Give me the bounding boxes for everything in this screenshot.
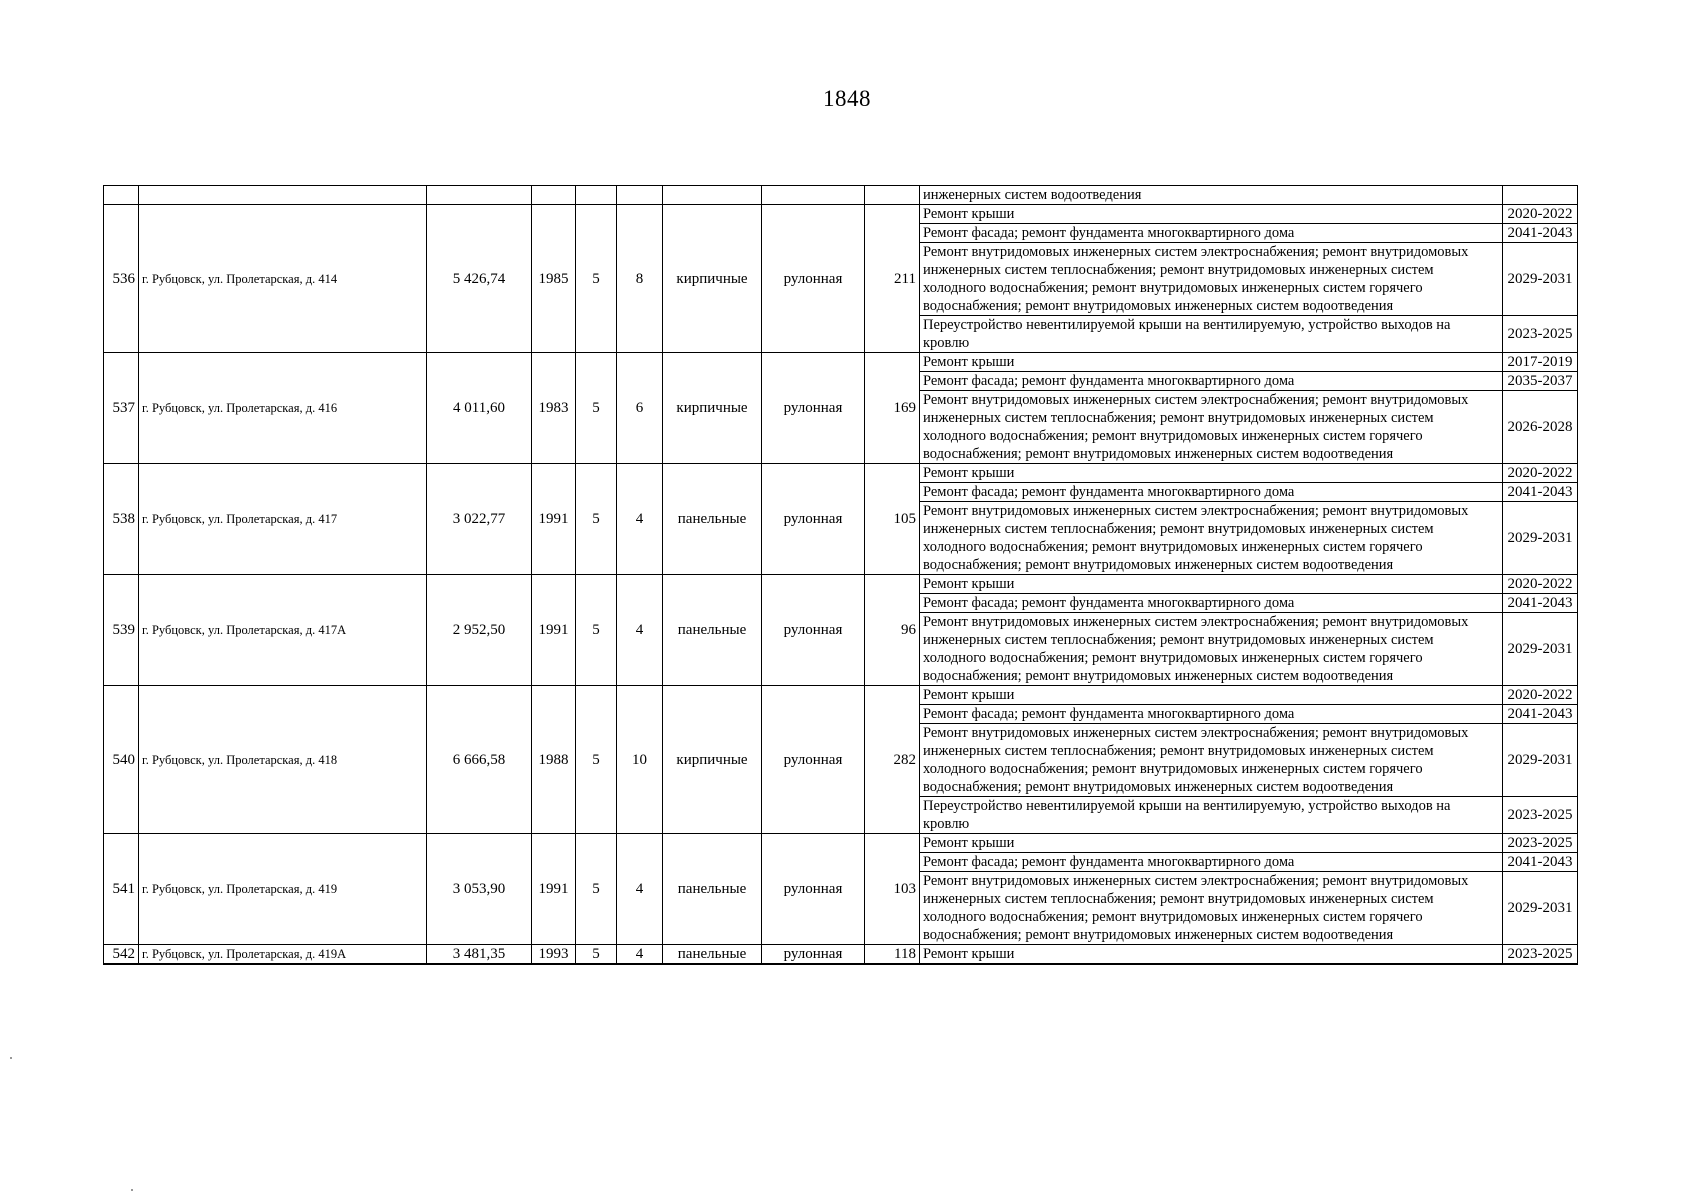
cell-period (1503, 186, 1578, 205)
cell-address: г. Рубцовск, ул. Пролетарская, д. 419А (139, 945, 427, 965)
cell-area: 3 481,35 (427, 945, 532, 965)
cell-period: 2029-2031 (1503, 243, 1578, 316)
cell-residents: 105 (865, 464, 920, 575)
cell-floors: 5 (576, 686, 617, 834)
cell-entrances: 4 (617, 575, 663, 686)
cell-period: 2029-2031 (1503, 502, 1578, 575)
cell-year: 1983 (532, 353, 576, 464)
page-number: 1848 (823, 86, 871, 111)
cell-walls: панельные (663, 945, 762, 965)
cell-num: 538 (104, 464, 139, 575)
cell-area: 3 022,77 (427, 464, 532, 575)
cell-roof: рулонная (762, 686, 865, 834)
cell-work: инженерных систем водоотведения (920, 186, 1503, 205)
cell-period: 2041-2043 (1503, 853, 1578, 872)
cell-work: Ремонт внутридомовых инженерных систем электроснабжения; ремонт внутридомовых инженерных систем теплоснабжения; ремонт внутридомовых инженерных систем холодного водоснабжения; ремонт внутридомовых инженерных систем горячего водоснабжения; ремонт внутридомовых инженерных систем водоотведения (920, 243, 1503, 316)
cell-num: 536 (104, 205, 139, 353)
cell-floors: 5 (576, 834, 617, 945)
cell-work: Ремонт фасада; ремонт фундамента многоквартирного дома (920, 483, 1503, 502)
cell-walls (663, 186, 762, 205)
cell-work: Ремонт фасада; ремонт фундамента многоквартирного дома (920, 224, 1503, 243)
cell-num (104, 186, 139, 205)
cell-address: г. Рубцовск, ул. Пролетарская, д. 417А (139, 575, 427, 686)
cell-period: 2041-2043 (1503, 224, 1578, 243)
cell-residents: 169 (865, 353, 920, 464)
scan-speck (10, 1057, 12, 1059)
cell-year: 1985 (532, 205, 576, 353)
cell-roof: рулонная (762, 353, 865, 464)
table-body (104, 186, 1578, 965)
cell-entrances: 10 (617, 686, 663, 834)
cell-floors: 5 (576, 575, 617, 686)
cell-area: 3 053,90 (427, 834, 532, 945)
cell-period: 2020-2022 (1503, 464, 1578, 483)
cell-entrances: 4 (617, 945, 663, 965)
cell-work: Переустройство невентилируемой крыши на вентилируемую, устройство выходов на кровлю (920, 316, 1503, 353)
cell-period: 2041-2043 (1503, 705, 1578, 724)
cell-entrances: 4 (617, 464, 663, 575)
cell-work: Ремонт крыши (920, 353, 1503, 372)
cell-walls: кирпичные (663, 686, 762, 834)
cell-floors (576, 186, 617, 205)
cell-work: Ремонт крыши (920, 205, 1503, 224)
cell-year: 1991 (532, 575, 576, 686)
cell-work: Ремонт крыши (920, 945, 1503, 965)
cell-work: Ремонт внутридомовых инженерных систем электроснабжения; ремонт внутридомовых инженерных систем теплоснабжения; ремонт внутридомовых инженерных систем холодного водоснабжения; ремонт внутридомовых инженерных систем горячего водоснабжения; ремонт внутридомовых инженерных систем водоотведения (920, 724, 1503, 797)
cell-work: Ремонт фасада; ремонт фундамента многоквартирного дома (920, 594, 1503, 613)
cell-period: 2020-2022 (1503, 686, 1578, 705)
cell-work: Ремонт фасада; ремонт фундамента многоквартирного дома (920, 372, 1503, 391)
cell-walls: кирпичные (663, 353, 762, 464)
cell-work: Ремонт крыши (920, 686, 1503, 705)
cell-work: Ремонт крыши (920, 464, 1503, 483)
repair-schedule-table (103, 185, 1578, 965)
cell-work: Ремонт внутридомовых инженерных систем электроснабжения; ремонт внутридомовых инженерных систем теплоснабжения; ремонт внутридомовых инженерных систем холодного водоснабжения; ремонт внутридомовых инженерных систем горячего водоснабжения; ремонт внутридомовых инженерных систем водоотведения (920, 613, 1503, 686)
cell-address: г. Рубцовск, ул. Пролетарская, д. 416 (139, 353, 427, 464)
cell-address: г. Рубцовск, ул. Пролетарская, д. 417 (139, 464, 427, 575)
cell-residents: 96 (865, 575, 920, 686)
cell-roof: рулонная (762, 464, 865, 575)
continuation-row (104, 186, 1578, 205)
cell-floors: 5 (576, 353, 617, 464)
cell-roof: рулонная (762, 834, 865, 945)
cell-walls: кирпичные (663, 205, 762, 353)
cell-period: 2023-2025 (1503, 945, 1578, 965)
cell-period: 2035-2037 (1503, 372, 1578, 391)
cell-period: 2041-2043 (1503, 594, 1578, 613)
cell-num: 537 (104, 353, 139, 464)
cell-year (532, 186, 576, 205)
cell-work: Переустройство невентилируемой крыши на вентилируемую, устройство выходов на кровлю (920, 797, 1503, 834)
cell-entrances (617, 186, 663, 205)
cell-address: г. Рубцовск, ул. Пролетарская, д. 414 (139, 205, 427, 353)
cell-roof: рулонная (762, 945, 865, 965)
cell-residents: 211 (865, 205, 920, 353)
cell-work: Ремонт фасада; ремонт фундамента многоквартирного дома (920, 853, 1503, 872)
cell-year: 1991 (532, 464, 576, 575)
cell-roof (762, 186, 865, 205)
cell-work: Ремонт внутридомовых инженерных систем электроснабжения; ремонт внутридомовых инженерных систем теплоснабжения; ремонт внутридомовых инженерных систем холодного водоснабжения; ремонт внутридомовых инженерных систем горячего водоснабжения; ремонт внутридомовых инженерных систем водоотведения (920, 872, 1503, 945)
cell-entrances: 8 (617, 205, 663, 353)
cell-residents: 282 (865, 686, 920, 834)
cell-roof: рулонная (762, 575, 865, 686)
cell-walls: панельные (663, 834, 762, 945)
cell-entrances: 4 (617, 834, 663, 945)
table-row (104, 686, 1578, 705)
cell-floors: 5 (576, 464, 617, 575)
cell-residents: 118 (865, 945, 920, 965)
cell-address (139, 186, 427, 205)
cell-floors: 5 (576, 205, 617, 353)
cell-area (427, 186, 532, 205)
cell-work: Ремонт крыши (920, 834, 1503, 853)
cell-walls: панельные (663, 464, 762, 575)
cell-num: 541 (104, 834, 139, 945)
cell-year: 1988 (532, 686, 576, 834)
table-row (104, 353, 1578, 372)
table-row (104, 834, 1578, 853)
cell-work: Ремонт фасада; ремонт фундамента многоквартирного дома (920, 705, 1503, 724)
table-row (104, 464, 1578, 483)
cell-entrances: 6 (617, 353, 663, 464)
cell-num: 539 (104, 575, 139, 686)
cell-area: 6 666,58 (427, 686, 532, 834)
cell-residents (865, 186, 920, 205)
scan-speck (131, 1189, 133, 1191)
table-row (104, 575, 1578, 594)
cell-period: 2023-2025 (1503, 316, 1578, 353)
cell-roof: рулонная (762, 205, 865, 353)
cell-period: 2029-2031 (1503, 872, 1578, 945)
cell-period: 2020-2022 (1503, 575, 1578, 594)
cell-period: 2029-2031 (1503, 613, 1578, 686)
cell-floors: 5 (576, 945, 617, 965)
cell-year: 1991 (532, 834, 576, 945)
table-row (104, 945, 1578, 965)
cell-year: 1993 (532, 945, 576, 965)
cell-period: 2041-2043 (1503, 483, 1578, 502)
cell-work: Ремонт крыши (920, 575, 1503, 594)
cell-walls: панельные (663, 575, 762, 686)
cell-period: 2023-2025 (1503, 834, 1578, 853)
cell-work: Ремонт внутридомовых инженерных систем электроснабжения; ремонт внутридомовых инженерных систем теплоснабжения; ремонт внутридомовых инженерных систем холодного водоснабжения; ремонт внутридомовых инженерных систем горячего водоснабжения; ремонт внутридомовых инженерных систем водоотведения (920, 502, 1503, 575)
cell-address: г. Рубцовск, ул. Пролетарская, д. 419 (139, 834, 427, 945)
cell-work: Ремонт внутридомовых инженерных систем электроснабжения; ремонт внутридомовых инженерных систем теплоснабжения; ремонт внутридомовых инженерных систем холодного водоснабжения; ремонт внутридомовых инженерных систем горячего водоснабжения; ремонт внутридомовых инженерных систем водоотведения (920, 391, 1503, 464)
cell-period: 2023-2025 (1503, 797, 1578, 834)
cell-area: 2 952,50 (427, 575, 532, 686)
cell-num: 542 (104, 945, 139, 965)
cell-num: 540 (104, 686, 139, 834)
cell-area: 4 011,60 (427, 353, 532, 464)
cell-area: 5 426,74 (427, 205, 532, 353)
cell-period: 2020-2022 (1503, 205, 1578, 224)
cell-period: 2017-2019 (1503, 353, 1578, 372)
table-row (104, 205, 1578, 224)
cell-period: 2026-2028 (1503, 391, 1578, 464)
cell-period: 2029-2031 (1503, 724, 1578, 797)
cell-residents: 103 (865, 834, 920, 945)
cell-address: г. Рубцовск, ул. Пролетарская, д. 418 (139, 686, 427, 834)
